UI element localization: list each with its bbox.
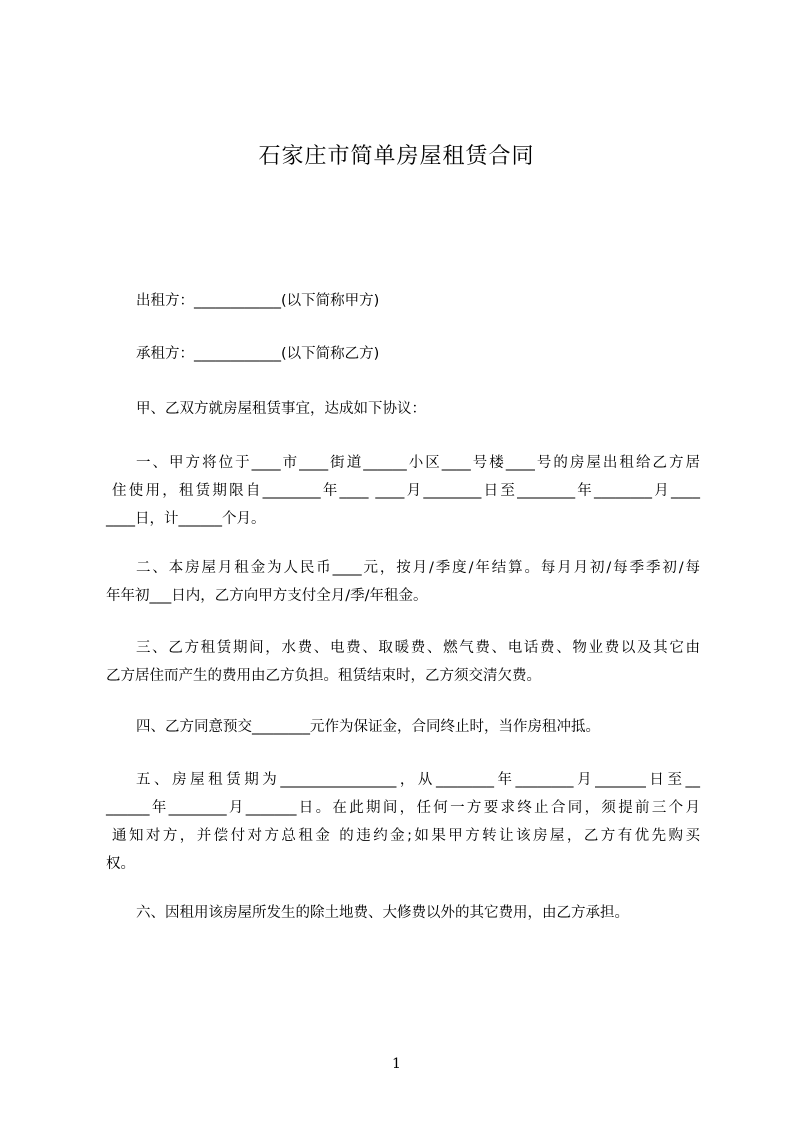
clause-5-line-4: 权。	[106, 856, 135, 872]
clause-3-line-1: 三、乙方租赁期间，水费、电费、取暖费、燃气费、电话费、物业费以及其它由	[136, 640, 700, 656]
document-title: 石家庄市简单房屋租赁合同	[258, 144, 535, 169]
intro-paragraph	[106, 395, 700, 423]
clause-2-line-2: 年年初___日内，乙方向甲方支付全月/季/年租金。	[106, 588, 428, 604]
page-number: 1	[392, 1056, 401, 1072]
lessor-paragraph	[106, 287, 700, 315]
clause-2-paragraph	[106, 554, 700, 610]
lessee-line: 承租方：____________(以下简称乙方)	[136, 346, 380, 362]
clause-1-line-3: ____日，计______个月。	[106, 511, 266, 527]
clause-4-paragraph	[106, 713, 700, 741]
clause-1-line-1: 一、甲方将位于____市____街道______小区____号楼____号的房屋出租给乙方居	[136, 455, 700, 471]
clause-2-line-1: 二、本房屋月租金为人民币____元，按月/季度/年结算。每月月初/每季季初/每	[136, 560, 700, 576]
clause-4-line-1: 四、乙方同意预交________元作为保证金，合同终止时，当作房租冲抵。	[136, 719, 600, 735]
clause-5-line-3: 通知对方，并偿付对方总租金 的违约金;如果甲方转让该房屋，乙方有优先购买	[112, 828, 700, 844]
clause-5-paragraph	[106, 766, 700, 878]
clause-6-paragraph	[106, 899, 700, 927]
clause-1-line-2: 住使用，租赁期限自________年____ ____月________日至________年________月____	[112, 483, 700, 499]
intro-line: 甲、乙双方就房屋租赁事宜，达成如下协议：	[136, 401, 426, 417]
lessee-paragraph	[106, 340, 700, 368]
clause-5-line-2: ______年________月_______日。在此期间，任何一方要求终止合同，须提前三个月	[106, 800, 700, 816]
clause-5-line-1: 五、房屋租赁期为________________，从________年________月_______日至__	[136, 772, 700, 788]
clause-6-line-1: 六、因租用该房屋所发生的除土地费、大修费以外的其它费用，由乙方承担。	[136, 905, 629, 921]
clause-3-line-2: 乙方居住而产生的费用由乙方负担。租赁结束时，乙方须交清欠费。	[106, 668, 541, 684]
clause-1-paragraph	[106, 449, 700, 533]
clause-3-paragraph	[106, 634, 700, 690]
lessor-line: 出租方：____________(以下简称甲方)	[136, 293, 380, 309]
